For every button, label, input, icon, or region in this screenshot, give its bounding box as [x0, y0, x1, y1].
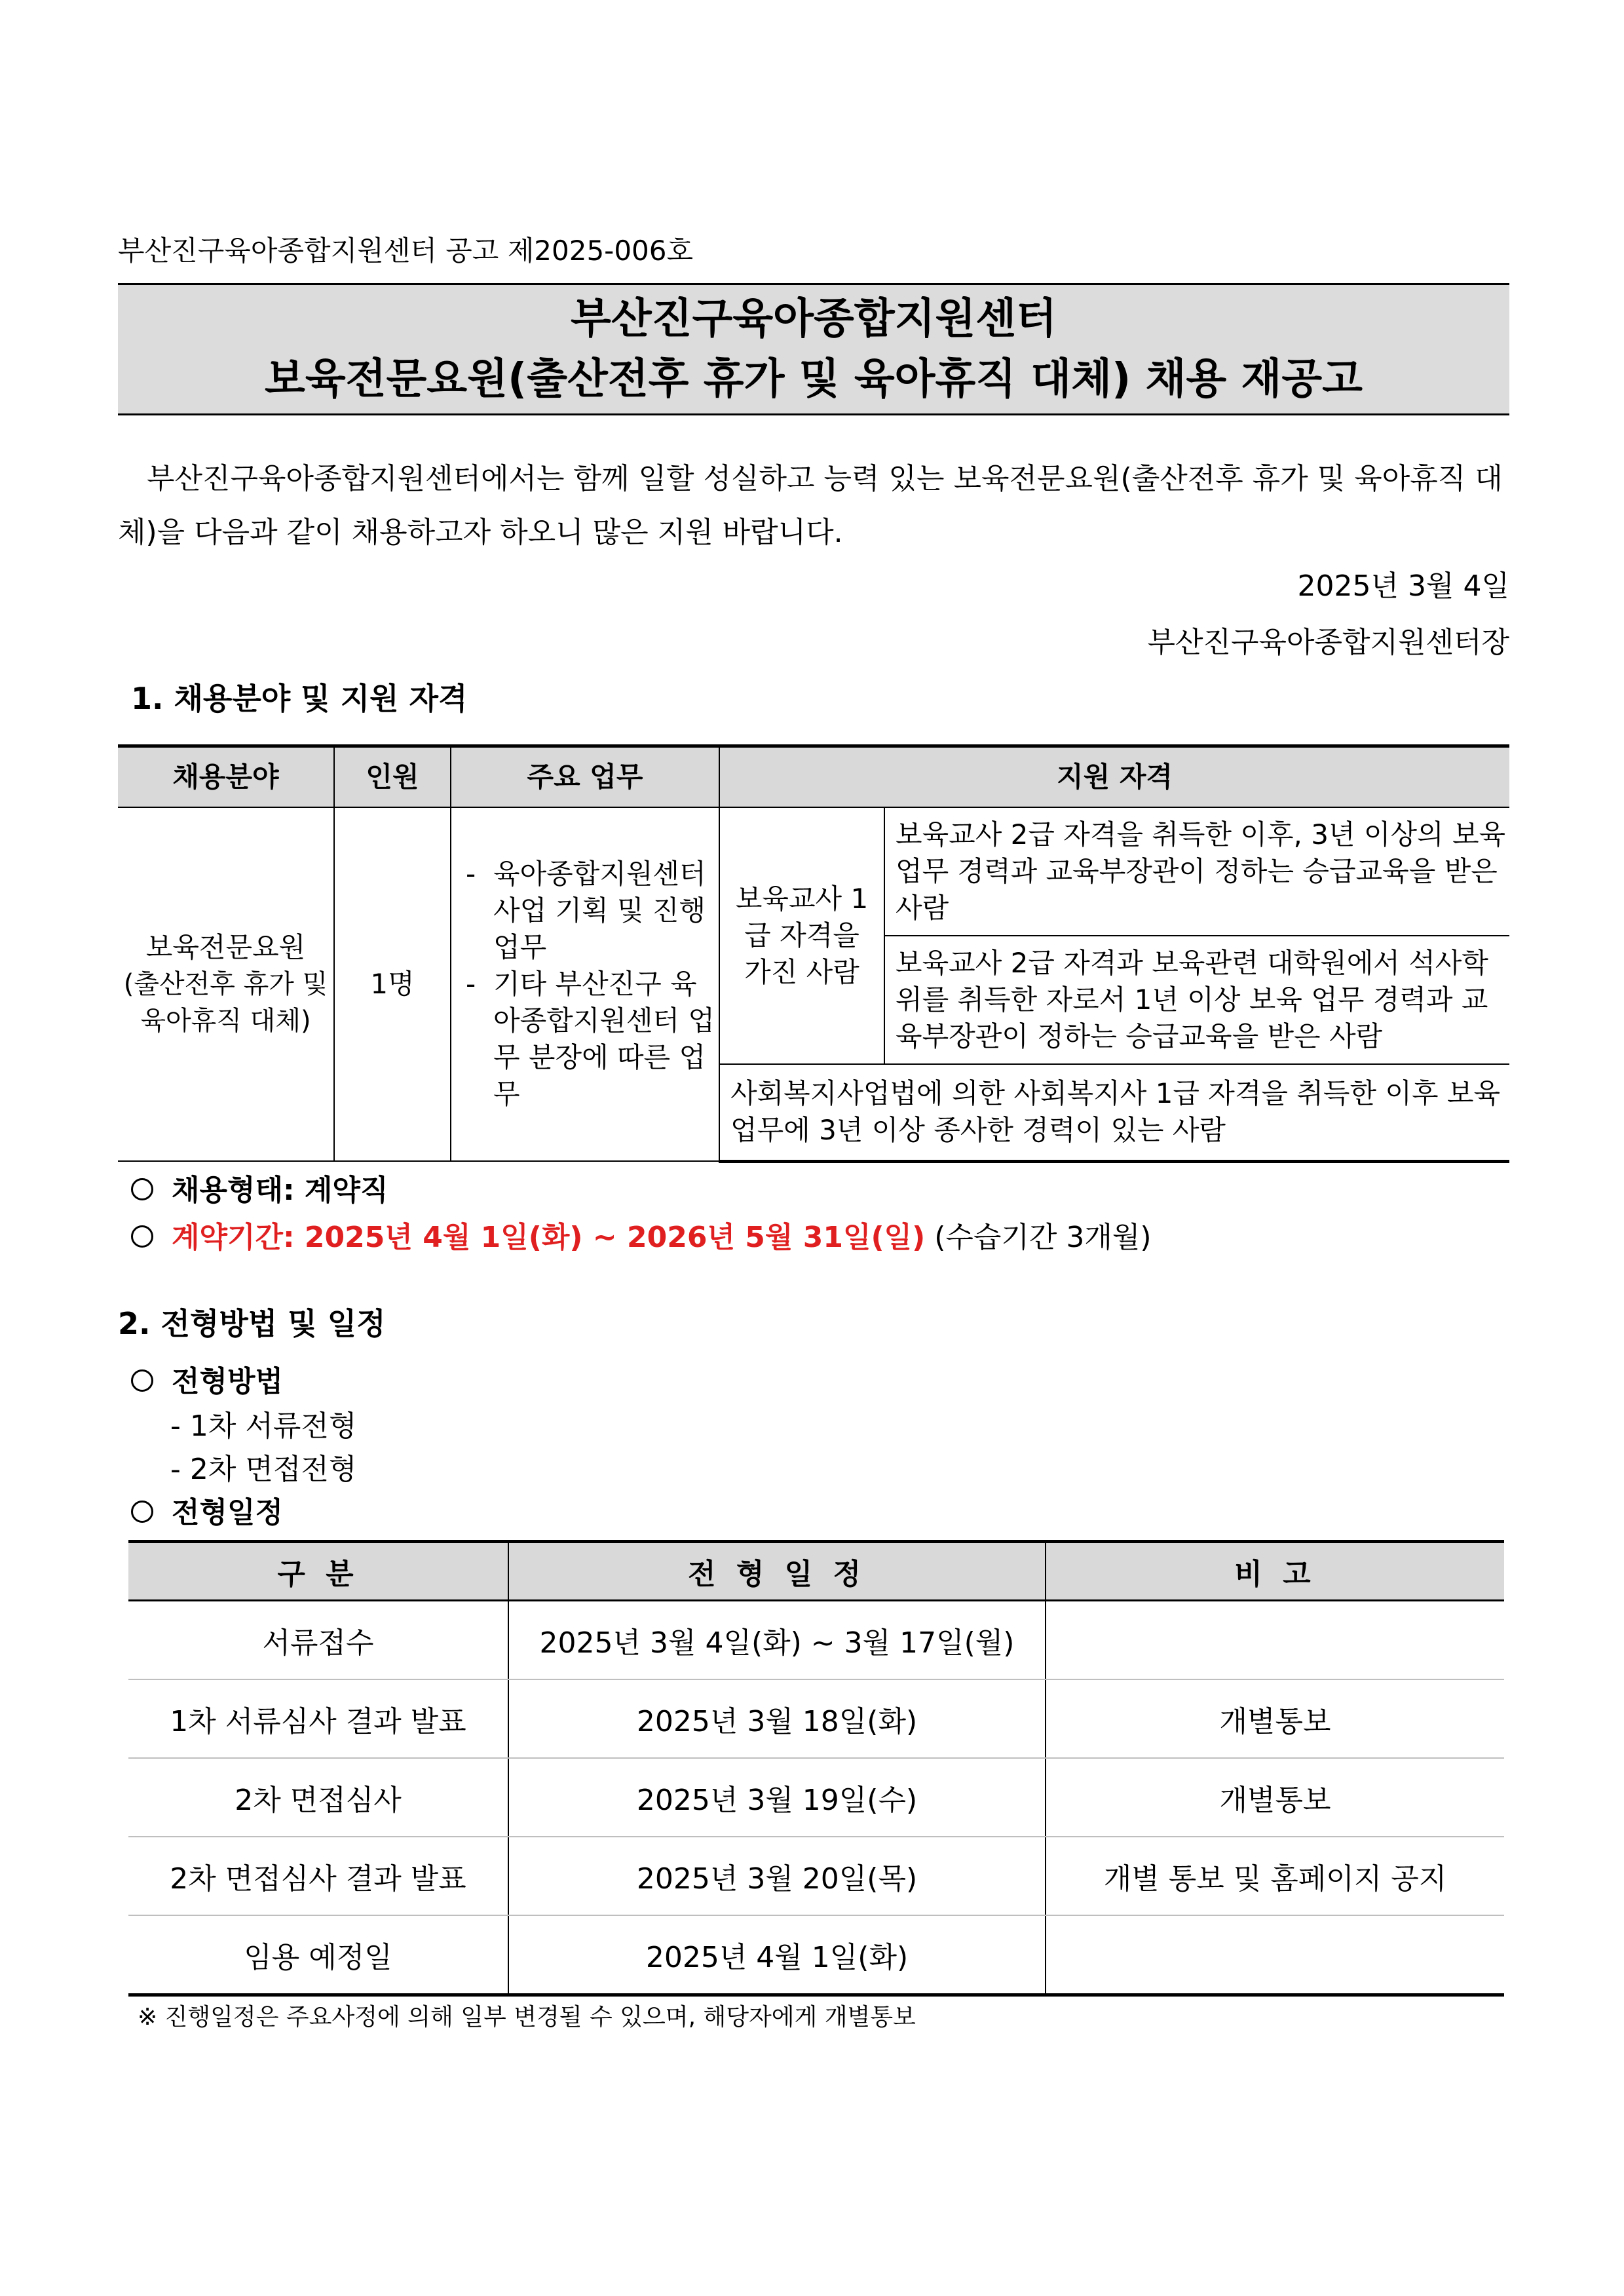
- signer: 부산진구육아종합지원센터장: [1147, 626, 1509, 659]
- qual-a-cell: 보육교사 2급 자격을 취득한 이후, 3년 이상의 보육 업무 경력과 교육부장관이 정하는 승급교육을 받은 사람: [884, 807, 1509, 936]
- contract-period: 계약기간: 2025년 4월 1일(화) ~ 2026년 5월 31일(일) (수습기간 3개월): [131, 1214, 1152, 1255]
- notice-number: 부산진구육아종합지원센터 공고 제2025-006호: [118, 235, 694, 267]
- header-duty: 주요 업무: [451, 746, 719, 808]
- schedule-label: 전형일정: [131, 1489, 283, 1531]
- header-date: 전 형 일 정: [508, 1542, 1046, 1601]
- qual-c-cell: 사회복지사업법에 의한 사회복지사 1급 자격을 취득한 이후 보육업무에 3년 이상 종사한 경력이 있는 사람: [719, 1064, 1509, 1161]
- title-line1: 부산진구육아종합지원센터: [571, 295, 1057, 343]
- table-row: 2차 면접심사 2025년 3월 19일(수) 개별통보: [128, 1758, 1504, 1837]
- header-note: 비 고: [1046, 1542, 1504, 1601]
- section2-heading: 2. 전형방법 및 일정: [118, 1306, 386, 1341]
- header-qualification: 지원 자격: [719, 746, 1509, 808]
- qual-group-cell: 보육교사 1급 자격을 가진 사람: [719, 807, 884, 1064]
- header-count: 인원: [334, 746, 451, 808]
- field-line2: (출산전후 휴가 및: [123, 969, 328, 999]
- table-row: 임용 예정일 2025년 4월 1일(화): [128, 1915, 1504, 1995]
- duty-cell: [451, 807, 719, 1161]
- method-label: 전형방법: [131, 1358, 283, 1400]
- field-line3: 육아휴직 대체): [140, 1006, 311, 1036]
- header-stage: 구 분: [128, 1542, 508, 1601]
- announcement-date: 2025년 3월 4일: [1297, 569, 1509, 603]
- circle-bullet-icon: [131, 1178, 153, 1200]
- qualification-table: [118, 744, 1509, 1163]
- method-item: - 2차 면접전형: [170, 1453, 357, 1486]
- section1-heading: 1. 채용분야 및 지원 자격: [131, 681, 468, 716]
- footnote: ※ 진행일정은 주요사정에 의해 일부 변경될 수 있으며, 해당자에게 개별통보: [138, 2004, 916, 2031]
- circle-bullet-icon: [131, 1369, 153, 1392]
- qual-b-cell: 보육교사 2급 자격과 보육관련 대학원에서 석사학위를 취득한 자로서 1년 이상 보육 업무 경력과 교육부장관이 정하는 승급교육을 받은 사람: [884, 936, 1509, 1064]
- duty-item: - 육아종합지원센터 사업 기획 및 진행 업무: [466, 858, 706, 963]
- intro-paragraph: 부산진구육아종합지원센터에서는 함께 일할 성실하고 능력 있는 보육전문요원(출산전후 휴가 및 육아휴직 대체)을 다음과 같이 채용하고자 하오니 많은 지원 바랍니다.: [118, 462, 1503, 549]
- table-row: 1차 서류심사 결과 발표 2025년 3월 18일(화) 개별통보: [128, 1679, 1504, 1758]
- schedule-table: [128, 1540, 1504, 1997]
- title-line2: 보육전문요원(출산전후 휴가 및 육아휴직 대체) 채용 재공고: [265, 355, 1363, 404]
- title-box: [118, 283, 1509, 415]
- table-row: 서류접수 2025년 3월 4일(화) ~ 3월 17일(월): [128, 1601, 1504, 1680]
- header-field: 채용분야: [118, 746, 334, 808]
- duty-item: - 기타 부산진구 육아종합지원센터 업무 분장에 따른 업무: [466, 968, 715, 1110]
- table-row: 2차 면접심사 결과 발표 2025년 3월 20일(목) 개별 통보 및 홈페이지 공지: [128, 1837, 1504, 1915]
- employment-type: 채용형태: 계약직: [131, 1166, 388, 1208]
- field-cell: [118, 807, 334, 1161]
- method-item: - 1차 서류전형: [170, 1409, 357, 1443]
- circle-bullet-icon: [131, 1225, 153, 1248]
- circle-bullet-icon: [131, 1501, 153, 1523]
- count-cell: 1명: [334, 807, 451, 1161]
- field-line1: 보육전문요원: [145, 931, 306, 963]
